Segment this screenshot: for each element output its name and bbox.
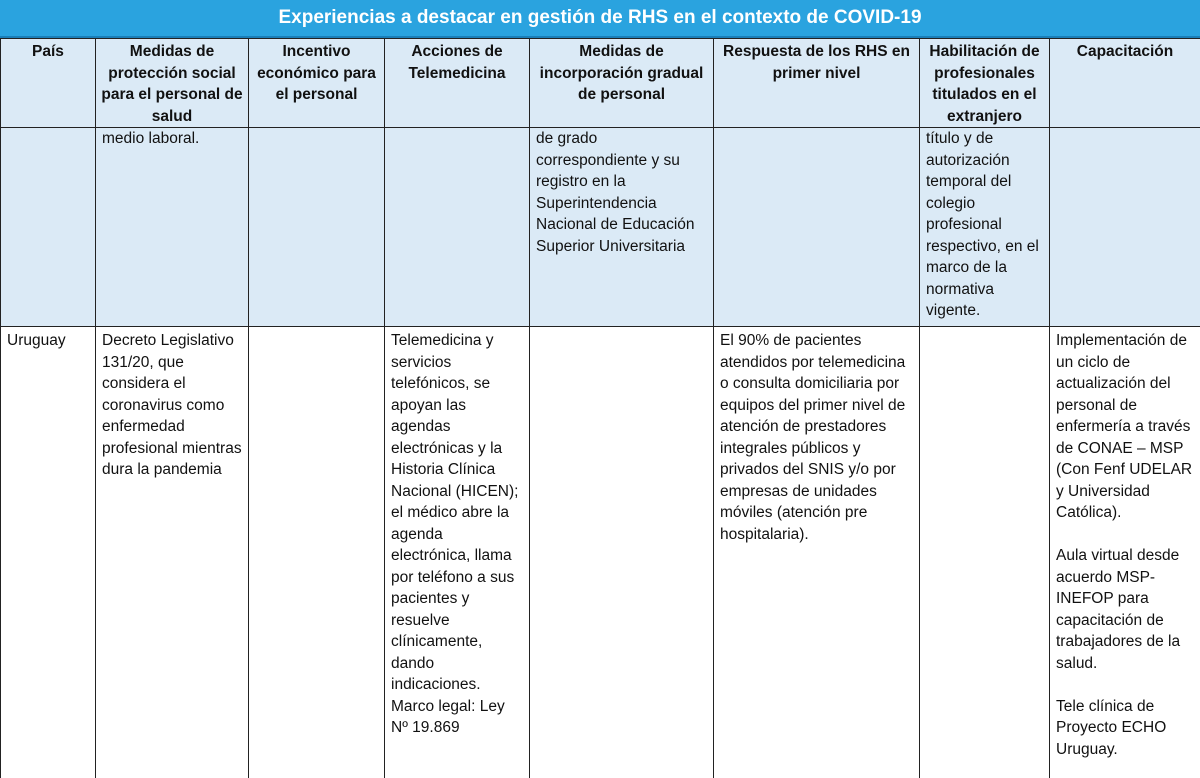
cell-capacitacion — [1050, 327, 1200, 778]
rhs-experiences-table — [0, 38, 1200, 778]
cell-capacitacion — [1050, 128, 1200, 327]
capacitacion-paragraph: Aula virtual desde acuerdo MSP-INEFOP para capacitación de trabajadores de la salud. — [1056, 547, 1181, 672]
cell-proteccion-social: medio laboral. — [96, 128, 249, 327]
cell-incentivo — [249, 128, 385, 327]
cell-incorporacion: de grado correspondiente y su registro en la Superintendencia Nacional de Educación Superior Universitaria — [530, 128, 714, 327]
header-row — [1, 39, 1200, 128]
cell-habilitacion — [920, 327, 1050, 778]
capacitacion-paragraph: Implementación de un ciclo de actualización del personal de enfermería a través de CONAE – MSP (Con Fenf UDELAR y Universidad Católica). — [1056, 332, 1193, 521]
cell-incorporacion — [530, 327, 714, 778]
col-header-incorporacion: Medidas de incorporación gradual de personal — [530, 39, 714, 128]
col-header-incentivo: Incentivo económico para el personal — [249, 39, 385, 128]
cell-incentivo — [249, 327, 385, 778]
cell-respuesta-primer-nivel: El 90% de pacientes atendidos por telemedicina o consulta domiciliaria por equipos del primer nivel de atención de prestadores integrales públicos y privados del SNIS y/o por empresas de unidades móviles (atención pre hospitalaria). — [714, 327, 920, 778]
col-header-respuesta-primer-nivel: Respuesta de los RHS en primer nivel — [714, 39, 920, 128]
table-title: Experiencias a destacar en gestión de RHS en el contexto de COVID-19 — [0, 0, 1200, 38]
cell-telemedicina: Telemedicina y servicios telefónicos, se apoyan las agendas electrónicas y la Historia Clínica Nacional (HICEN); el médico abre la agenda electrónica, llama por teléfono a sus pacientes y resuelve clínicamente, dando indicaciones. Marco legal: Ley Nº 19.869 — [385, 327, 530, 778]
cell-telemedicina — [385, 128, 530, 327]
cell-proteccion-social: Decreto Legislativo 131/20, que considera el coronavirus como enfermedad profesional mientras dura la pandemia — [96, 327, 249, 778]
col-header-pais: País — [1, 39, 96, 128]
col-header-habilitacion: Habilitación de profesionales titulados en el extranjero — [920, 39, 1050, 128]
col-header-capacitacion: Capacitación — [1050, 39, 1200, 128]
col-header-telemedicina: Acciones de Telemedicina — [385, 39, 530, 128]
cell-pais: Uruguay — [1, 327, 96, 778]
col-header-proteccion-social: Medidas de protección social para el personal de salud — [96, 39, 249, 128]
table-row — [1, 128, 1200, 327]
table-row — [1, 327, 1200, 778]
cell-pais — [1, 128, 96, 327]
cell-respuesta-primer-nivel — [714, 128, 920, 327]
capacitacion-paragraph: Tele clínica de Proyecto ECHO Uruguay. — [1056, 697, 1167, 758]
cell-habilitacion: título y de autorización temporal del colegio profesional respectivo, en el marco de la normativa vigente. — [920, 128, 1050, 327]
